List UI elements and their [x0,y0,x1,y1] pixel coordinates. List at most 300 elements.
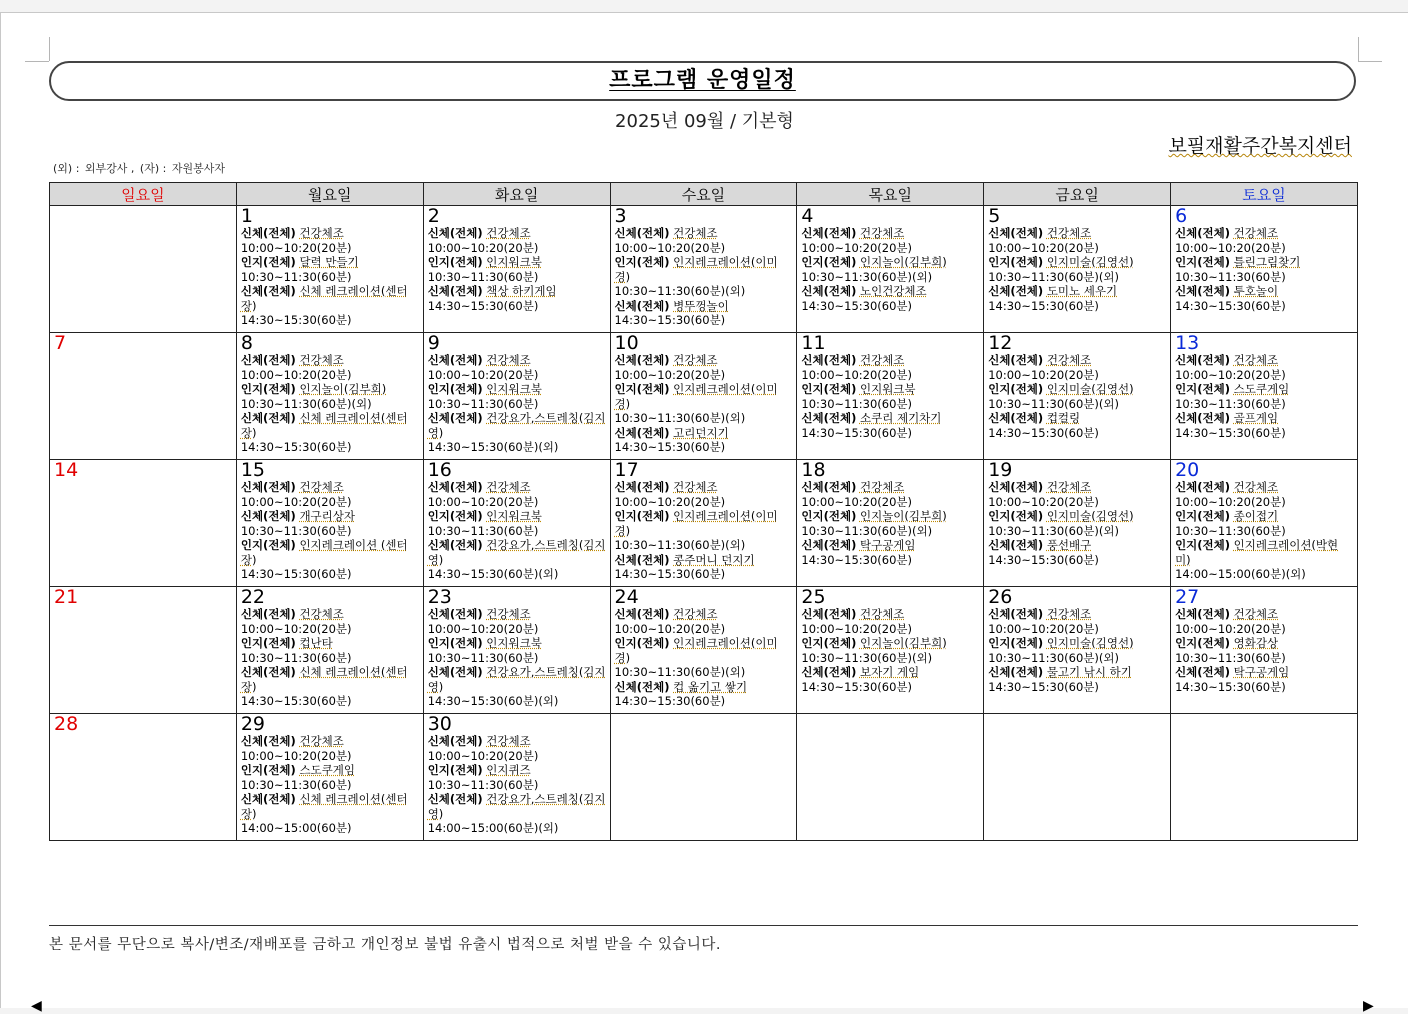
program-category: 신체(전체) [427,411,483,425]
program-entry [428,509,606,524]
program-entry [988,607,1166,622]
day-number: 19 [988,459,1013,481]
program-category: 신체(전체) [614,425,670,440]
program-time: 10:00~10:20(20분) [240,494,352,509]
calendar-day-cell [236,206,423,333]
program-name: 건강체조 [486,734,531,748]
program-category: 신체(전체) [614,679,670,694]
program-category: 신체(전체) [427,480,483,494]
program-name: 인지워크북 [486,509,542,523]
program-entry [428,284,606,299]
program-name: 건강체조 [859,353,905,367]
program-name: 건강체조 [1046,480,1092,494]
program-time: 10:30~11:30(60분) [240,523,352,538]
program-category: 신체(전체) [427,607,483,621]
program-entry [988,411,1166,426]
weekday-header-fri: 금요일 [984,183,1171,206]
program-category: 신체(전체) [614,298,670,313]
program-category: 인지(전체) [427,763,483,777]
program-category: 신체(전체) [240,480,296,494]
program-category: 신체(전체) [427,226,483,240]
day-number: 3 [614,205,627,227]
program-category: 신체(전체) [988,411,1044,425]
program-entry [241,665,419,694]
program-entry [428,636,606,651]
program-name: 신체 레크레이션(센터장) [240,792,408,821]
program-time: 14:30~15:30(60분) [427,298,539,313]
weekday-header-row [50,183,1358,206]
day-number: 17 [614,459,639,481]
program-category: 신체(전체) [801,411,857,425]
legend-outside-label: (외) : [53,162,80,175]
program-category: 인지(전체) [801,382,857,396]
legend-volunteer-label: (자) : [139,162,167,175]
calendar-day-cell [423,206,610,333]
program-entry [428,411,606,440]
program-category: 신체(전체) [801,607,857,621]
calendar-day-cell [50,587,237,714]
calendar-week-row [50,714,1358,841]
program-category: 신체(전체) [801,665,857,679]
crop-mark-top-right-v [1358,37,1359,61]
calendar-day-cell [610,206,797,333]
day-number: 24 [614,586,639,608]
program-category: 신체(전체) [427,538,483,552]
program-category: 신체(전체) [988,284,1044,298]
program-category: 신체(전체) [614,226,670,240]
program-name: 건강체조 [673,353,718,367]
program-entry [241,763,419,778]
program-category: 신체(전체) [240,284,296,298]
program-entry [615,480,793,495]
page-title: 프로그램 운영일정 [609,68,796,93]
program-category: 신체(전체) [240,734,296,748]
program-name: 신체 레크레이션(센터장) [240,411,408,440]
program-time: 14:30~15:30(60분) [988,298,1099,313]
program-entry [241,636,419,651]
program-entry [801,665,979,680]
program-time: 14:30~15:30(60분)(외) [427,567,559,581]
program-name: 건강체조 [859,226,905,240]
program-time: 14:30~15:30(60분)(외) [427,694,559,708]
program-entry [428,480,606,495]
program-category: 신체(전체) [614,607,670,621]
weekday-header-tue: 화요일 [423,183,610,206]
program-entry [988,636,1166,651]
program-time: 10:30~11:30(60분) [427,777,539,792]
program-name: 달력 만들기 [299,255,359,269]
program-entry [241,509,419,524]
program-time: 10:30~11:30(60분) [427,523,539,538]
day-number: 1 [240,205,253,227]
day-number: 16 [427,459,452,481]
program-name: 소쿠리 제기차기 [859,411,942,425]
program-name: 탁구공게임 [1233,665,1290,679]
program-name: 탁구공게임 [859,538,916,552]
program-entry [428,538,606,567]
program-name: 책상 하키게임 [486,284,557,298]
weekday-header-sat: 토요일 [1171,183,1358,206]
calendar-week-row [50,333,1358,460]
program-entry [988,284,1166,299]
program-category: 신체(전체) [614,353,670,367]
program-time: 10:00~10:20(20분) [1175,621,1286,636]
calendar-day-cell [423,714,610,841]
calendar-day-cell [236,587,423,714]
program-entry [801,509,979,524]
program-name: 건강체조 [299,226,344,240]
program-entry [428,255,606,270]
program-name: 풍선배구 [1046,538,1092,552]
program-time: 14:30~15:30(60분) [988,552,1099,567]
program-name: 종이접기 [1233,509,1279,523]
program-category: 인지(전체) [614,636,670,650]
program-time: 14:30~15:30(60분) [240,567,352,581]
program-name: 건강요가,스트레칭(김지영) [427,665,606,694]
day-number [988,715,1166,734]
program-time: 10:30~11:30(60분)(외) [614,538,746,552]
legend [53,160,227,176]
program-time: 14:30~15:30(60분) [801,552,913,567]
program-entry [1175,255,1353,270]
program-name: 인지워크북 [859,382,916,396]
program-category: 신체(전체) [240,509,296,523]
program-name: 인지레크레이션(이미경) [614,636,778,665]
program-time: 10:30~11:30(60분)(외) [801,269,933,284]
program-category: 신체(전체) [1175,665,1231,679]
calendar-day-cell [1171,333,1358,460]
day-number: 10 [614,332,639,354]
program-name: 건강체조 [673,226,718,240]
program-entry [988,538,1166,553]
program-time: 10:00~10:20(20분) [427,240,539,255]
program-time: 10:30~11:30(60분)(외) [801,523,933,538]
crop-mark-top-left-v [49,37,50,61]
program-entry [615,636,793,665]
calendar-day-cell [984,206,1171,333]
program-category: 신체(전체) [801,353,857,367]
program-name: 건강체조 [299,607,344,621]
title-banner [49,61,1356,101]
program-entry [1175,353,1353,368]
day-number: 30 [427,713,452,735]
program-name: 건강체조 [299,734,344,748]
program-time: 14:30~15:30(60분) [614,567,726,581]
program-entry [1175,226,1353,241]
program-name: 인지놀이(김부희) [859,636,947,650]
program-category: 신체(전체) [240,226,296,240]
calendar-day-cell [797,587,984,714]
calendar-day-cell [50,333,237,460]
program-entry [615,426,793,441]
program-category: 신체(전체) [240,665,296,679]
program-entry [428,734,606,749]
program-entry [1175,607,1353,622]
footer-notice: 본 문서를 무단으로 복사/변조/재배포를 금하고 개인정보 불법 유출시 법적으로 처벌 받을 수 있습니다. [49,937,721,953]
day-number: 25 [801,586,826,608]
program-time: 10:00~10:20(20분) [1175,494,1286,509]
program-entry [615,299,793,314]
program-time: 10:00~10:20(20분) [427,621,539,636]
program-entry [428,382,606,397]
program-time: 14:30~15:30(60분) [1175,425,1286,440]
program-name: 물고기 낚시 하기 [1046,665,1132,679]
program-category: 신체(전체) [427,665,483,679]
program-category: 인지(전체) [614,255,670,269]
program-name: 스도쿠게임 [299,763,355,777]
program-time: 10:00~10:20(20분) [240,621,352,636]
program-name: 보자기 게임 [859,665,920,679]
day-number: 2 [427,205,440,227]
program-time: 14:00~15:00(60분)(외) [1175,567,1306,581]
program-category: 신체(전체) [1175,480,1231,494]
calendar-day-cell [610,460,797,587]
calendar-day-cell [1171,206,1358,333]
program-time: 14:30~15:30(60분) [240,313,352,327]
program-name: 신체 레크레이션(센터장) [240,284,408,313]
program-category: 인지(전체) [988,255,1044,269]
day-number [615,715,793,734]
program-entry [801,411,979,426]
program-name: 개구리상자 [299,509,355,523]
program-category: 신체(전체) [1175,353,1231,367]
program-entry [988,226,1166,241]
program-name: 노인건강체조 [859,284,927,298]
program-name: 도미노 세우기 [1046,284,1118,298]
calendar-day-cell [1171,714,1358,841]
calendar-day-cell [1171,460,1358,587]
program-category: 인지(전체) [240,636,296,650]
program-category: 인지(전체) [427,382,483,396]
program-entry [801,284,979,299]
program-category: 신체(전체) [240,353,296,367]
program-time: 10:00~10:20(20분) [427,748,539,763]
day-number: 27 [1175,586,1200,608]
program-name: 컵컬링 [1046,411,1081,425]
calendar-week-row [50,460,1358,587]
program-name: 건강요가,스트레칭(김지영) [427,792,606,821]
weekday-header-wed: 수요일 [610,183,797,206]
calendar-day-cell [610,714,797,841]
program-time: 10:30~11:30(60분)(외) [988,269,1119,284]
program-entry [1175,480,1353,495]
program-time: 10:00~10:20(20분) [988,621,1099,636]
program-entry [1175,665,1353,680]
program-time: 14:30~15:30(60분) [801,298,913,313]
program-entry [988,665,1166,680]
program-entry [241,411,419,440]
weekday-header-thu: 목요일 [797,183,984,206]
program-entry [801,538,979,553]
program-category: 신체(전체) [427,353,483,367]
day-number [54,207,232,226]
page-subtitle: 2025년 09월 / 기본형 [615,111,794,132]
day-number: 20 [1175,459,1200,481]
program-entry [241,353,419,368]
calendar-day-cell [423,333,610,460]
program-entry [615,382,793,411]
program-time: 10:30~11:30(60분)(외) [988,650,1119,665]
program-name: 건강체조 [1233,480,1279,494]
program-time: 14:30~15:30(60분) [988,679,1099,694]
program-name: 인지레크레이션(이미경) [614,509,778,538]
program-entry [1175,284,1353,299]
program-time: 10:00~10:20(20분) [1175,367,1286,382]
program-category: 신체(전체) [988,607,1044,621]
program-category: 인지(전체) [427,636,483,650]
program-entry [241,255,419,270]
program-name: 건강체조 [673,480,718,494]
program-time: 10:30~11:30(60분) [427,650,539,665]
program-time: 10:30~11:30(60분) [240,269,352,284]
program-category: 신체(전체) [1175,284,1231,298]
calendar-body [50,206,1358,841]
program-category: 신체(전체) [427,284,483,298]
program-time: 14:30~15:30(60분) [614,440,726,454]
program-time: 10:00~10:20(20분) [988,367,1099,382]
calendar-day-cell [236,333,423,460]
program-category: 신체(전체) [988,665,1044,679]
program-name: 건강체조 [1233,607,1279,621]
program-time: 10:30~11:30(60분)(외) [614,665,746,679]
program-name: 컵 옮기고 쌓기 [673,679,748,694]
program-entry [428,665,606,694]
program-entry [241,734,419,749]
program-entry [1175,382,1353,397]
calendar-day-cell [797,206,984,333]
day-number: 18 [801,459,826,481]
day-number: 5 [988,205,1001,227]
program-category: 인지(전체) [988,636,1044,650]
program-time: 10:30~11:30(60분)(외) [240,396,372,411]
calendar-day-cell [797,714,984,841]
calendar-day-cell [610,587,797,714]
program-name: 골프게임 [1233,411,1279,425]
program-entry [615,353,793,368]
program-category: 인지(전체) [427,509,483,523]
program-name: 건강체조 [859,607,905,621]
program-name: 인지미술(김영선) [1046,509,1134,523]
crop-mark-top-left-h [25,61,49,62]
program-name: 건강체조 [859,480,905,494]
legend-outside-text: 외부강사 , [84,162,135,175]
program-name: 신체 레크레이션(센터장) [240,665,408,694]
program-name: 투호놀이 [1233,284,1279,298]
program-time: 10:00~10:20(20분) [988,494,1099,509]
program-name: 인지놀이(김부희) [859,509,947,523]
day-number: 9 [427,332,440,354]
weekday-header-mon: 월요일 [236,183,423,206]
legend-volunteer-text: 자원봉사자 [171,162,225,175]
program-name: 병뚜껑놀이 [673,298,729,313]
program-name: 건강체조 [486,480,531,494]
calendar-day-cell [984,587,1171,714]
program-time: 10:00~10:20(20분) [614,240,726,255]
program-time: 10:00~10:20(20분) [614,367,726,382]
program-category: 신체(전체) [801,480,857,494]
calendar-day-cell [610,333,797,460]
program-category: 인지(전체) [240,538,296,552]
program-category: 신체(전체) [988,480,1044,494]
program-time: 14:30~15:30(60분)(외) [427,440,559,454]
program-entry [801,255,979,270]
program-entry [1175,538,1353,567]
program-name: 인지레크레이션(이미경) [614,255,778,284]
program-entry [615,680,793,695]
program-name: 스도쿠게임 [1233,382,1290,396]
program-category: 신체(전체) [614,552,670,567]
program-name: 인지놀이(김부희) [859,255,947,269]
program-entry [241,226,419,241]
calendar-day-cell [423,460,610,587]
program-name: 콩주머니 던지기 [673,552,755,567]
program-name: 건강체조 [1046,607,1092,621]
program-name: 인지미술(김영선) [1046,255,1134,269]
program-entry [241,607,419,622]
arrow-left-icon: ◀ [31,998,42,1014]
program-entry [428,226,606,241]
program-category: 신체(전체) [801,538,857,552]
calendar-table [49,182,1358,841]
program-category: 신체(전체) [801,226,857,240]
program-category: 신체(전체) [240,411,296,425]
day-number: 21 [54,586,79,608]
calendar-day-cell [984,333,1171,460]
program-entry [615,607,793,622]
program-entry [615,226,793,241]
program-category: 인지(전체) [1175,509,1231,523]
program-category: 인지(전체) [1175,636,1231,650]
program-name: 인지워크북 [486,382,542,396]
program-entry [428,763,606,778]
program-time: 10:00~10:20(20분) [801,621,913,636]
program-time: 10:30~11:30(60분)(외) [614,284,746,298]
calendar-day-cell [50,714,237,841]
program-time: 14:00~15:00(60분) [240,821,352,835]
calendar-week-row [50,206,1358,333]
day-number: 12 [988,332,1013,354]
program-time: 10:30~11:30(60분) [801,396,913,411]
footer-divider [49,925,1358,926]
program-name: 인지미술(김영선) [1046,382,1134,396]
program-time: 10:00~10:20(20분) [988,240,1099,255]
program-time: 10:30~11:30(60분) [240,650,352,665]
program-entry [801,226,979,241]
program-time: 10:30~11:30(60분)(외) [988,396,1119,411]
program-category: 신체(전체) [614,480,670,494]
program-name: 건강체조 [486,607,531,621]
program-name: 건강체조 [1046,353,1092,367]
program-time: 10:30~11:30(60분)(외) [614,411,746,425]
program-name: 영화감상 [1233,636,1279,650]
program-time: 10:30~11:30(60분) [427,396,539,411]
program-category: 인지(전체) [1175,255,1231,269]
day-number: 15 [240,459,266,481]
program-category: 신체(전체) [1175,226,1231,240]
program-time: 10:30~11:30(60분)(외) [801,650,933,665]
program-entry [241,382,419,397]
program-time: 10:00~10:20(20분) [614,494,726,509]
program-category: 신체(전체) [240,607,296,621]
program-name: 인지레크레이션 (센터장) [240,538,408,567]
program-time: 14:30~15:30(60분) [1175,679,1286,694]
program-time: 10:30~11:30(60분) [1175,269,1286,284]
program-entry [241,538,419,567]
program-category: 인지(전체) [801,255,857,269]
calendar-week-row [50,587,1358,714]
program-entry [801,636,979,651]
day-number: 22 [240,586,266,608]
